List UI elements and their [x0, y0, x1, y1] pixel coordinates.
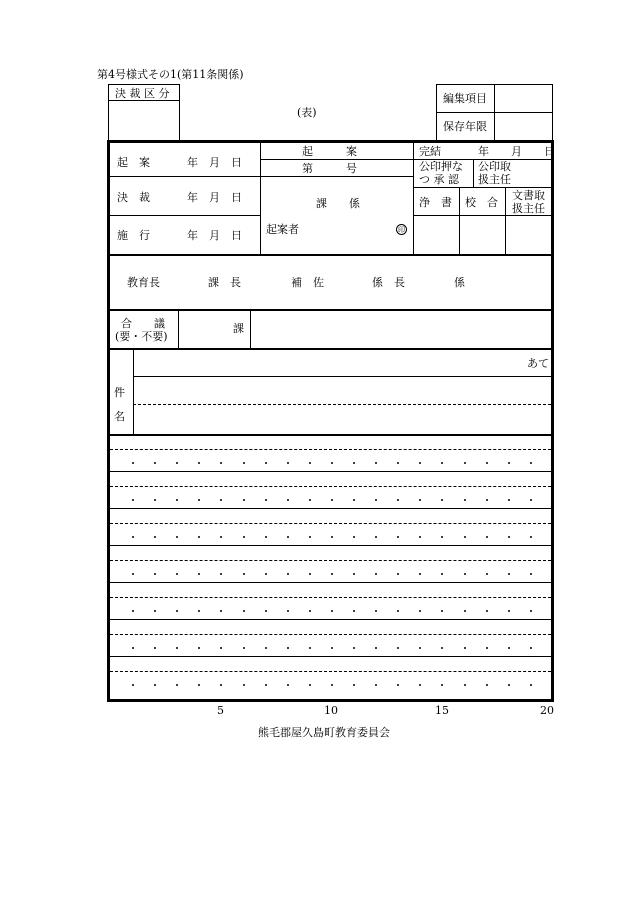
grid-dot	[287, 462, 289, 464]
grid-dot	[486, 610, 488, 612]
issuer: 熊毛郡屋久島町教育委員会	[258, 726, 390, 739]
dai-gou: 第 号	[302, 162, 357, 175]
grid-dot	[464, 647, 466, 649]
grid-dot	[508, 647, 510, 649]
grid-dashed-line	[110, 634, 551, 635]
grid-dot	[265, 499, 267, 501]
grid-dot	[132, 536, 134, 538]
bunsho-toriatsukai-2: 扱主任	[512, 202, 545, 215]
divider	[260, 159, 413, 160]
grid-solid-line	[110, 508, 551, 509]
bunsho-toriatsukai-1: 文書取	[512, 189, 545, 202]
grid-dot	[331, 462, 333, 464]
ruler-mark-15: 15	[435, 704, 449, 717]
ruler-mark-10: 10	[324, 704, 338, 717]
goui-ka: 課	[233, 322, 244, 335]
grid-dot	[353, 536, 355, 538]
grid-dot	[243, 462, 245, 464]
henshu-koumoku-label: 編集項目	[443, 92, 487, 105]
grid-dot	[243, 536, 245, 538]
grid-dot	[132, 647, 134, 649]
divider	[108, 100, 180, 101]
kougou-label: 校 合	[465, 196, 498, 209]
hozon-nengen-label: 保存年限	[443, 120, 487, 133]
grid-dot	[309, 536, 311, 538]
divider	[473, 159, 474, 187]
grid-dot	[132, 684, 134, 686]
shikou-label: 施 行	[117, 229, 150, 242]
ate-label: あて	[527, 357, 549, 370]
grid-dashed-line	[110, 523, 551, 524]
koin-toriatsukai-2: 扱主任	[478, 173, 511, 186]
grid-dashed-line	[110, 449, 551, 450]
grid-dot	[309, 610, 311, 612]
grid-dot	[265, 462, 267, 464]
grid-dot	[309, 573, 311, 575]
grid-dot	[353, 647, 355, 649]
divider	[494, 84, 495, 141]
grid-dot	[508, 684, 510, 686]
grid-dot	[530, 536, 532, 538]
grid-dot	[265, 610, 267, 612]
grid-solid-line	[110, 656, 551, 657]
grid-dot	[331, 536, 333, 538]
kian-header: 起 案	[302, 145, 357, 158]
grid-dot	[464, 462, 466, 464]
grid-dot	[309, 462, 311, 464]
grid-dot	[530, 647, 532, 649]
divider	[110, 434, 551, 436]
kian-date: 年 月 日	[187, 156, 242, 169]
grid-dot	[287, 536, 289, 538]
grid-dashed-line	[110, 560, 551, 561]
divider	[413, 187, 551, 188]
grid-dot	[287, 684, 289, 686]
grid-dot	[287, 573, 289, 575]
kanketsu-label: 完結	[419, 145, 441, 158]
grid-solid-line	[110, 471, 551, 472]
grid-dot	[486, 536, 488, 538]
approval-kakarichou: 係 長	[372, 276, 405, 289]
form-title: 第4号様式その1(第11条関係)	[97, 68, 244, 81]
approval-kachou: 課 長	[208, 276, 241, 289]
ruler-mark-5: 5	[217, 704, 224, 717]
approval-hosa: 補 佐	[291, 276, 324, 289]
grid-dot	[353, 684, 355, 686]
divider	[250, 311, 251, 348]
grid-dot	[530, 499, 532, 501]
grid-dot	[243, 573, 245, 575]
omote-label: (表)	[297, 106, 317, 119]
kessai-label: 決 裁	[117, 191, 150, 204]
koin-shounin-1: 公印押な	[419, 160, 463, 173]
divider	[110, 348, 551, 350]
kessai-date: 年 月 日	[187, 191, 242, 204]
grid-dot	[331, 499, 333, 501]
grid-dot	[486, 499, 488, 501]
ruler-mark-20: 20	[540, 704, 554, 717]
grid-solid-line	[110, 545, 551, 546]
approval-kakari: 係	[454, 276, 465, 289]
divider	[413, 215, 551, 216]
ka-kakari: 課 係	[316, 197, 360, 210]
grid-dot	[486, 647, 488, 649]
grid-dot	[530, 462, 532, 464]
divider	[178, 311, 179, 348]
kiansha-label: 起案者	[266, 223, 299, 236]
main-frame	[107, 140, 554, 702]
grid-dot	[287, 499, 289, 501]
grid-dot	[265, 573, 267, 575]
grid-dot	[353, 610, 355, 612]
divider	[505, 187, 506, 254]
grid-solid-line	[110, 582, 551, 583]
grid-dot	[530, 610, 532, 612]
grid-dot	[508, 499, 510, 501]
kian-label: 起 案	[117, 156, 150, 169]
divider	[110, 215, 260, 216]
grid-dot	[331, 573, 333, 575]
goui-label-2: (要・不要)	[115, 330, 168, 343]
dashed-line	[133, 404, 551, 405]
grid-dot	[309, 499, 311, 501]
grid-dot	[243, 610, 245, 612]
grid-dot	[486, 462, 488, 464]
grid-dot	[353, 462, 355, 464]
ken-label: 件	[114, 386, 125, 399]
grid-dot	[265, 647, 267, 649]
divider	[133, 376, 551, 377]
grid-dot	[353, 499, 355, 501]
mei-label: 名	[114, 410, 125, 423]
grid-dot	[287, 610, 289, 612]
divider	[459, 187, 460, 254]
grid-dot	[508, 462, 510, 464]
grid-dot	[464, 684, 466, 686]
grid-dot	[464, 610, 466, 612]
kanketsu-date: 年 月 日	[478, 145, 555, 158]
grid-dot	[287, 647, 289, 649]
grid-dot	[464, 536, 466, 538]
grid-dot	[353, 573, 355, 575]
grid-dot	[331, 647, 333, 649]
divider	[110, 176, 260, 177]
grid-dot	[464, 499, 466, 501]
divider	[133, 350, 134, 434]
grid-dot	[486, 573, 488, 575]
grid-dot	[243, 499, 245, 501]
grid-dot	[132, 573, 134, 575]
grid-dot	[508, 610, 510, 612]
grid-dot	[331, 610, 333, 612]
grid-dot	[309, 684, 311, 686]
approval-kyouikuchou: 教育長	[127, 276, 160, 289]
grid-dot	[132, 499, 134, 501]
grid-solid-line	[110, 619, 551, 620]
grid-dot	[508, 536, 510, 538]
koin-shounin-2: つ 承 認	[419, 173, 459, 186]
divider	[260, 176, 413, 177]
grid-dot	[508, 573, 510, 575]
grid-dot	[530, 573, 532, 575]
seal-icon: 印	[398, 226, 405, 234]
shikou-date: 年 月 日	[187, 229, 242, 242]
grid-dot	[530, 684, 532, 686]
koin-toriatsukai-1: 公印取	[478, 160, 511, 173]
grid-dot	[265, 536, 267, 538]
grid-dashed-line	[110, 597, 551, 598]
grid-dot	[486, 684, 488, 686]
goui-label-1: 合 議	[121, 317, 165, 330]
grid-dot	[243, 684, 245, 686]
grid-dot	[331, 684, 333, 686]
grid-dot	[309, 647, 311, 649]
grid-dot	[265, 684, 267, 686]
jousho-label: 浄 書	[419, 196, 452, 209]
grid-dot	[464, 573, 466, 575]
divider	[110, 254, 551, 256]
grid-dot	[132, 610, 134, 612]
grid-dot	[132, 462, 134, 464]
grid-dot	[243, 647, 245, 649]
divider	[110, 309, 551, 311]
grid-dashed-line	[110, 486, 551, 487]
grid-dashed-line	[110, 671, 551, 672]
kessai-kubun-label: 決 裁 区 分	[115, 87, 170, 100]
